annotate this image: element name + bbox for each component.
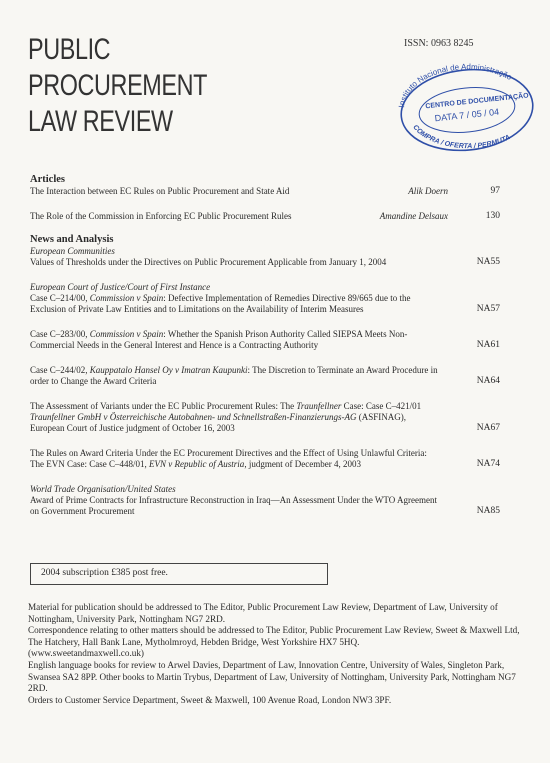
title-line-2: PROCUREMENT bbox=[28, 69, 208, 102]
table-of-contents bbox=[30, 173, 500, 517]
entry-page: NA85 bbox=[476, 506, 500, 516]
entry-text: (ASFINAG), European Court of Justice judgment of October 16, 2003 bbox=[30, 412, 406, 433]
entry-text: Case C–214/00, bbox=[30, 293, 90, 303]
case-name: Traunfellner GmbH v Österreichische Autobahnen- und Schnellstraßen-Finanzierungs-AG bbox=[30, 412, 357, 422]
entry-title: The Role of the Commission in Enforcing EC Public Procurement Rules bbox=[30, 211, 292, 221]
toc-entry[interactable] bbox=[30, 495, 500, 517]
stamp-date: DATA 7 / 05 / 04 bbox=[434, 106, 500, 124]
entry-text: : The Discretion to Terminate an Award Procedure in order to Change the Award Criteria bbox=[30, 365, 438, 386]
toc-entry[interactable] bbox=[30, 401, 500, 434]
entry-text: , judgment of December 4, 2003 bbox=[244, 459, 362, 469]
entry-title: Values of Thresholds under the Directives on Public Procurement Applicable from January 1, 2004 bbox=[30, 257, 387, 267]
stamp-center-text: CENTRO DE DOCUMENTAÇÃO bbox=[425, 92, 529, 111]
entry-page: 97 bbox=[490, 186, 500, 196]
toc-entry[interactable] bbox=[30, 186, 500, 197]
subscription-price: 2004 subscription £385 post free. bbox=[41, 568, 168, 578]
toc-entry[interactable] bbox=[30, 293, 500, 315]
section-subheading: World Trade Organisation/United States bbox=[30, 484, 176, 494]
stamp-bottom-text: COMPRA / OFERTA / PERMUTA bbox=[411, 123, 512, 151]
case-name: Commission v Spain bbox=[89, 329, 164, 339]
entry-text: : Whether the Spanish Prison Authority Called SIEPSA Meets Non-Commercial Needs in the General Interest and Hence is a Contracting Authority bbox=[30, 329, 408, 350]
toc-entry[interactable] bbox=[30, 448, 500, 470]
issn-number: ISSN: 0963 8245 bbox=[404, 38, 474, 49]
entry-page: NA61 bbox=[476, 340, 500, 350]
title-line-1: PUBLIC bbox=[28, 33, 111, 66]
articles-heading: Articles bbox=[30, 174, 65, 185]
stamp-top-text: Instituto Nacional de Administração bbox=[397, 62, 514, 109]
case-name: Kauppatalo Hansel Oy v Imatran Kaupunki bbox=[89, 365, 248, 375]
journal-title bbox=[28, 32, 207, 140]
entry-text: : Defective Implementation of Remedies Directive 89/665 due to the Exclusion of Private Law Entities and to Limitations on the Availability of Interim Measures bbox=[30, 293, 411, 314]
toc-entry[interactable] bbox=[30, 329, 500, 351]
entry-page: NA67 bbox=[476, 423, 500, 433]
title-line-3: LAW REVIEW bbox=[28, 105, 173, 138]
entry-text: The Assessment of Variants under the EC Public Procurement Rules: The bbox=[30, 401, 297, 411]
entry-title: Award of Prime Contracts for Infrastructure Reconstruction in Iraq—An Assessment Under the WTO Agreement on Government Procurement bbox=[30, 495, 437, 516]
info-paragraph: Orders to Customer Service Department, Sweet & Maxwell, 100 Avenue Road, London NW3 3PF. bbox=[28, 694, 392, 705]
subscription-box bbox=[30, 563, 328, 585]
toc-entry[interactable] bbox=[30, 257, 500, 268]
section-subheading: European Court of Justice/Court of First Instance bbox=[30, 282, 211, 292]
library-stamp bbox=[390, 62, 540, 154]
entry-page: NA57 bbox=[476, 304, 500, 314]
entry-text: The Rules on Award Criteria Under the EC Procurement Directives and the Effect of Using Unlawful Criteria: The EVN Case: Case C–448/01, bbox=[30, 448, 427, 469]
info-paragraph: English language books for review to Arwel Davies, Department of Law, Innovation Centre, University of Wales, Singleton Park, Swansea SA2 8PP. Other books to Martin Trybus, Department of Law, University of Nottingham, University Park, Nottingham NG7 2RD. bbox=[28, 659, 516, 694]
entry-text: Case: Case C–421/01 bbox=[341, 401, 422, 411]
entry-author: Alik Doern bbox=[408, 186, 448, 196]
case-name: Commission v Spain bbox=[89, 293, 164, 303]
entry-text: Case C–244/02, bbox=[30, 365, 90, 375]
entry-author: Amandine Delsaux bbox=[379, 211, 448, 221]
stamp-graphic bbox=[390, 62, 540, 154]
editorial-information bbox=[28, 602, 528, 706]
info-paragraph: Material for publication should be addressed to The Editor, Public Procurement Law Review, Department of Law, University of Nottingham, University Park, Nottingham NG7 2RD. bbox=[28, 602, 498, 624]
toc-entry[interactable] bbox=[30, 211, 500, 222]
entry-page: NA74 bbox=[476, 459, 500, 469]
entry-page: NA64 bbox=[476, 376, 500, 386]
entry-text: Case C–283/00, bbox=[30, 329, 90, 339]
entry-page: 130 bbox=[485, 211, 500, 221]
info-paragraph: Correspondence relating to other matters should be addressed to The Editor, Public Procurement Law Review, Sweet & Maxwell Ltd, The Hatchery, Hall Bank Lane, Mytholmroyd, Hebden Bridge, West Yorkshire HX7 5HQ. bbox=[28, 625, 520, 647]
entry-title: The Interaction between EC Rules on Public Procurement and State Aid bbox=[30, 186, 290, 196]
toc-entry[interactable] bbox=[30, 365, 500, 387]
case-name: Traunfellner bbox=[296, 401, 342, 411]
section-subheading: European Communities bbox=[30, 246, 115, 256]
entry-page: NA55 bbox=[476, 257, 500, 267]
news-heading: News and Analysis bbox=[30, 234, 114, 245]
case-name: EVN v Republic of Austria bbox=[148, 459, 245, 469]
info-website: (www.sweetandmaxwell.co.uk) bbox=[28, 648, 144, 659]
